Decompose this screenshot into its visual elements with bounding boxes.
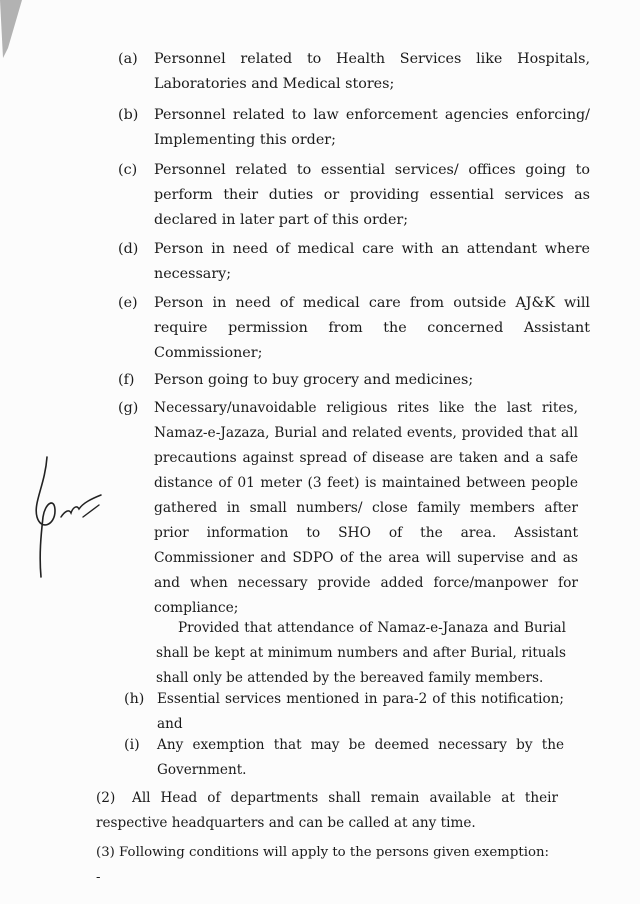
item-text: Any exemption that may be deemed necessary by the Government. <box>157 737 564 778</box>
paragraph-2 <box>96 786 558 836</box>
item-text: Personnel related to essential services/ offices going to perform their duties or providing essential services as declared in later part of this order; <box>154 162 590 228</box>
proviso-paragraph: Provided that attendance of Namaz-e-Janaza and Burial shall be kept at minimum numbers and after Burial, rituals shall only be attended by the bereaved family members. <box>156 620 566 686</box>
item-label: (g) <box>118 400 139 416</box>
item-text: Essential services mentioned in para-2 of this notification; and <box>157 691 564 732</box>
item-text: Person going to buy grocery and medicines; <box>154 372 474 388</box>
item-label: (c) <box>118 162 138 178</box>
signature <box>25 455 115 585</box>
item-text: Necessary/unavoidable religious rites like the last rites, Namaz-e-Jazaza, Burial and related events, provided that all precautions against spread of disease are taken and a safe distance of 01 meter (3 feet) is maintained between people gathered in small numbers/ close family members after prior information to SHO of the area. Assistant Commissioner and SDPO of the area will supervise and as and when necessary provide added force/manpower for compliance; <box>154 400 578 616</box>
item-label: (a) <box>118 51 138 67</box>
item-label: (e) <box>118 295 138 311</box>
item-text: Personnel related to Health Services like Hospitals, Laboratories and Medical stores; <box>154 51 590 92</box>
item-label: (i) <box>124 737 140 753</box>
item-label: (d) <box>118 241 139 257</box>
item-label: (h) <box>124 691 145 707</box>
item-label: (b) <box>118 107 139 123</box>
item-label: (f) <box>118 372 135 388</box>
item-text: Person in need of medical care from outside AJ&K will require permission from the concerned Assistant Commissioner; <box>154 295 590 361</box>
paragraph-label: (2) <box>96 790 116 806</box>
item-text: Personnel related to law enforcement agencies enforcing/ Implementing this order; <box>154 107 590 148</box>
paragraph-text: All Head of departments shall remain available at their respective headquarters and can be called at any time. <box>96 790 558 831</box>
item-text: Person in need of medical care with an attendant where necessary; <box>154 241 590 282</box>
scan-corner-mark <box>0 0 30 60</box>
paragraph-3: (3) Following conditions will apply to the persons given exemption: - <box>96 845 550 885</box>
